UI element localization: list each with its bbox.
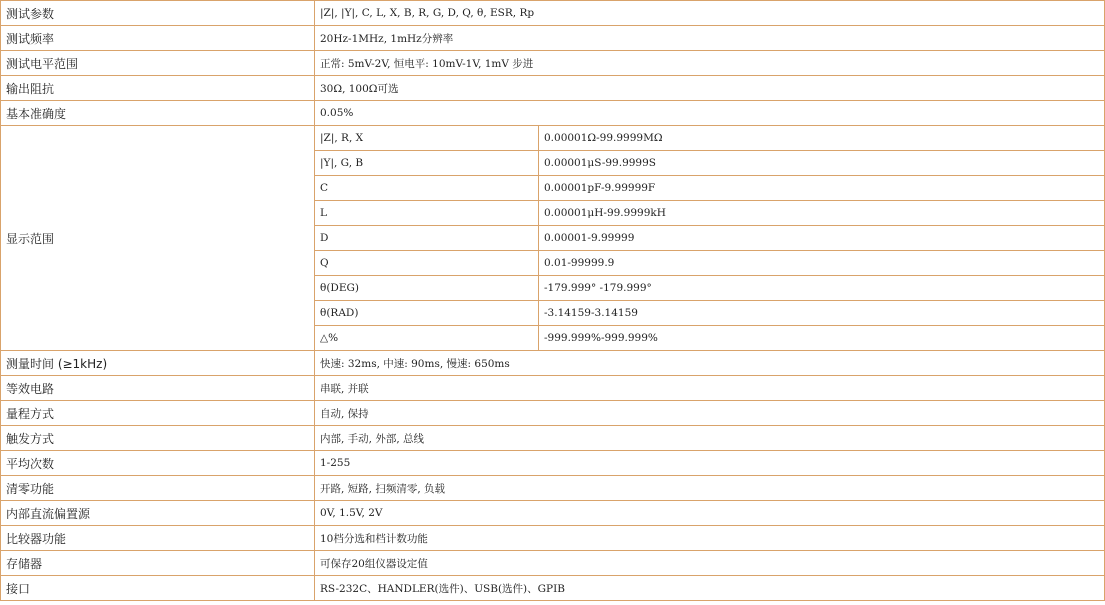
spec-label: 接口 — [1, 576, 315, 601]
spec-row — [1, 76, 1105, 101]
spec-value: 20Hz-1MHz, 1mHz分辨率 — [315, 26, 1105, 51]
display-range-param: θ(DEG) — [315, 276, 539, 301]
spec-value: 开路, 短路, 扫频清零, 负载 — [315, 476, 1105, 501]
spec-row — [1, 1, 1105, 26]
display-range-value: -999.999%-999.999% — [539, 326, 1105, 351]
display-range-param: △% — [315, 326, 539, 351]
spec-value: RS-232C、HANDLER(选件)、USB(选件)、GPIB — [315, 576, 1105, 601]
spec-value: 0.05% — [315, 101, 1105, 126]
display-range-value: -179.999° -179.999° — [539, 276, 1105, 301]
spec-label: 存储器 — [1, 551, 315, 576]
spec-label: 等效电路 — [1, 376, 315, 401]
display-range-value: 0.00001μH-99.9999kH — [539, 201, 1105, 226]
spec-label: 测量时间 (≥1kHz) — [1, 351, 315, 376]
spec-value: 自动, 保持 — [315, 401, 1105, 426]
spec-row — [1, 376, 1105, 401]
spec-value: |Z|, |Y|, C, L, X, B, R, G, D, Q, θ, ESR, Rp — [315, 1, 1105, 26]
spec-value: 快速: 32ms, 中速: 90ms, 慢速: 650ms — [315, 351, 1105, 376]
display-range-value: 0.00001-9.99999 — [539, 226, 1105, 251]
display-range-value: -3.14159-3.14159 — [539, 301, 1105, 326]
spec-label: 基本准确度 — [1, 101, 315, 126]
spec-row — [1, 551, 1105, 576]
spec-row — [1, 101, 1105, 126]
spec-row — [1, 26, 1105, 51]
display-range-label: 显示范围 — [1, 126, 315, 351]
display-range-param: L — [315, 201, 539, 226]
spec-label: 清零功能 — [1, 476, 315, 501]
spec-value: 正常: 5mV-2V, 恒电平: 10mV-1V, 1mV 步进 — [315, 51, 1105, 76]
display-range-param: |Y|, G, B — [315, 151, 539, 176]
display-range-param: |Z|, R, X — [315, 126, 539, 151]
spec-value: 0V, 1.5V, 2V — [315, 501, 1105, 526]
display-range-value: 0.00001pF-9.99999F — [539, 176, 1105, 201]
spec-value: 内部, 手动, 外部, 总线 — [315, 426, 1105, 451]
spec-label: 输出阻抗 — [1, 76, 315, 101]
spec-label: 触发方式 — [1, 426, 315, 451]
spec-value: 1-255 — [315, 451, 1105, 476]
spec-row — [1, 576, 1105, 601]
spec-row — [1, 501, 1105, 526]
spec-row — [1, 426, 1105, 451]
display-range-value: 0.00001Ω-99.9999MΩ — [539, 126, 1105, 151]
display-range-param: Q — [315, 251, 539, 276]
spec-value: 30Ω, 100Ω可选 — [315, 76, 1105, 101]
display-range-value: 0.00001μS-99.9999S — [539, 151, 1105, 176]
spec-row — [1, 351, 1105, 376]
spec-label: 比较器功能 — [1, 526, 315, 551]
spec-value: 10档分选和档计数功能 — [315, 526, 1105, 551]
spec-label: 内部直流偏置源 — [1, 501, 315, 526]
display-range-row — [1, 126, 1105, 151]
spec-value: 可保存20组仪器设定值 — [315, 551, 1105, 576]
display-range-param: C — [315, 176, 539, 201]
spec-value: 串联, 并联 — [315, 376, 1105, 401]
spec-row — [1, 51, 1105, 76]
spec-row — [1, 451, 1105, 476]
spec-label: 平均次数 — [1, 451, 315, 476]
spec-row — [1, 476, 1105, 501]
spec-label: 测试频率 — [1, 26, 315, 51]
spec-table-body — [1, 1, 1105, 601]
spec-label: 测试参数 — [1, 1, 315, 26]
display-range-value: 0.01-99999.9 — [539, 251, 1105, 276]
display-range-param: D — [315, 226, 539, 251]
spec-row — [1, 401, 1105, 426]
spec-row — [1, 526, 1105, 551]
spec-label: 量程方式 — [1, 401, 315, 426]
spec-label: 测试电平范围 — [1, 51, 315, 76]
display-range-param: θ(RAD) — [315, 301, 539, 326]
